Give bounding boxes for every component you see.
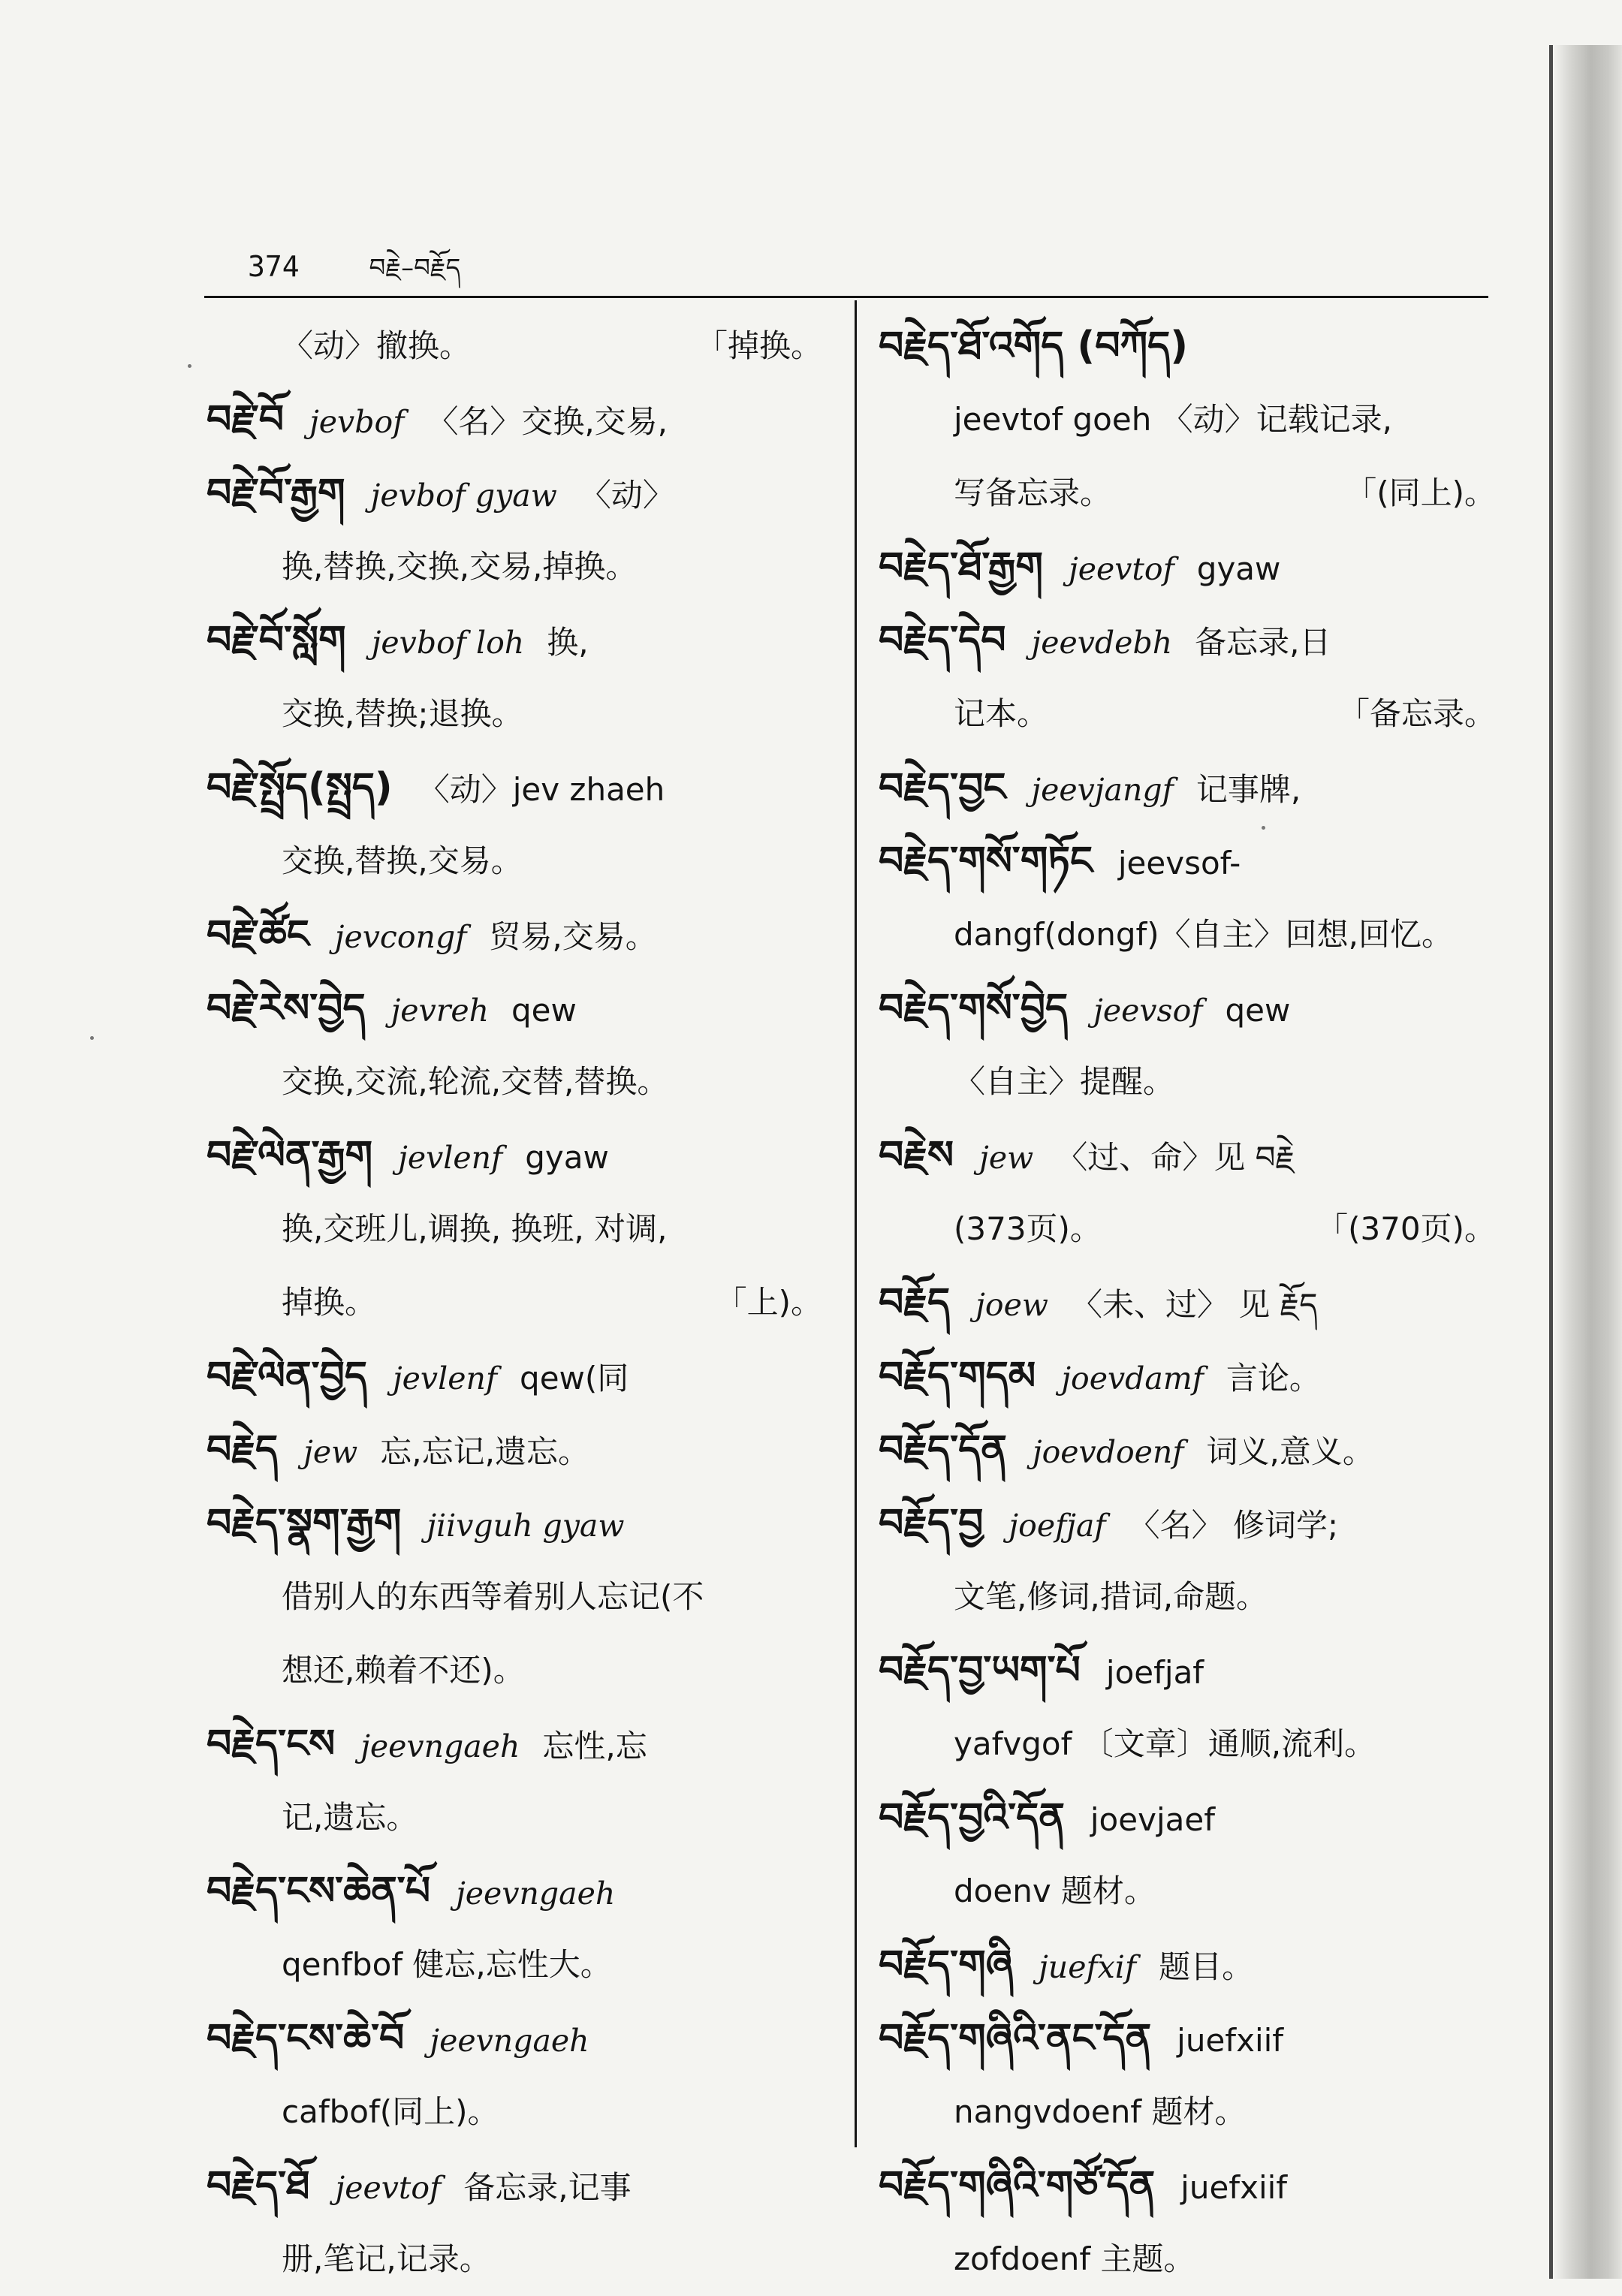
definition: qew(同 (520, 1360, 629, 1397)
romanization: jeevsof (1093, 993, 1203, 1029)
headword: བརྗོད་བྱ་ཡག་པོ (879, 1648, 1081, 1693)
continuation-note: 「备忘录。 (1337, 695, 1496, 732)
definition: joefjaf (1105, 1654, 1204, 1691)
headword: བརྗེ་བོ་སློག (207, 618, 346, 663)
page-number: 374 (248, 250, 300, 283)
definition: 言论。 (1226, 1360, 1321, 1397)
headword: བརྗེས (879, 1133, 954, 1178)
romanization: jeevjangf (1031, 772, 1174, 808)
definition: yafvgof 〔文章〕通顺,流利。 (954, 1725, 1376, 1762)
definition: gyaw (1196, 550, 1281, 587)
headword: བརྗེད་ངས (207, 1722, 336, 1767)
headword: བརྗོད་གཞི (879, 1942, 1014, 1987)
entry-line (207, 1266, 822, 1339)
definition: 词义,意义。 (1206, 1433, 1374, 1470)
definition: dangf(dongf)〈自主〉回想,回忆。 (954, 916, 1454, 953)
romanization: jevcongf (334, 919, 467, 955)
entry-line (879, 1487, 1496, 1560)
headword: བརྗེད་དེབ (879, 618, 1006, 663)
definition: 〈名〉交换,交易, (427, 403, 668, 440)
entry-line (207, 751, 822, 824)
entry-line (879, 1192, 1496, 1266)
entry-line (879, 2075, 1496, 2149)
entry-line (879, 1339, 1496, 1413)
romanization: jeevdebh (1031, 625, 1173, 661)
definition: 忘,忘记,遗忘。 (380, 1433, 589, 1470)
romanization: jew (979, 1140, 1034, 1176)
entry-line (879, 309, 1496, 383)
right-column (879, 309, 1496, 2296)
entry-line (207, 1339, 822, 1413)
headword: བརྗེད་ཐོ (207, 2163, 310, 2208)
entry-line (879, 456, 1496, 530)
headword: བརྗེ་སྤྲོད(སྤྲད) (207, 765, 393, 810)
headword: བརྗོད་གདམ (879, 1354, 1036, 1399)
entry-line (879, 1045, 1496, 1119)
headword: བརྗོད་བྱ (879, 1501, 984, 1546)
romanization: jeevngaeh (430, 2023, 589, 2059)
continuation-note: 「上)。 (715, 1284, 822, 1321)
entry-line (879, 751, 1496, 824)
entry-line (879, 1413, 1496, 1487)
headword: བརྗོད་དོན (879, 1427, 1007, 1472)
entry-line (879, 1855, 1496, 1928)
definition: 〈动〉撤换。 (282, 327, 472, 364)
entry-line (879, 383, 1496, 456)
definition: 记,遗忘。 (282, 1799, 418, 1836)
entry-line (879, 1560, 1496, 1634)
definition: qew (1225, 992, 1291, 1029)
entry-line (879, 2222, 1496, 2296)
definition: 〈过、命〉见 བརྗེ (1056, 1139, 1295, 1176)
entry-line (207, 2002, 822, 2075)
definition: 交换,交流,轮流,交替,替换。 (282, 1063, 669, 1100)
definition: 备忘录,记事 (463, 2169, 632, 2206)
romanization: juefxif (1039, 1949, 1137, 1985)
page-header (248, 239, 460, 311)
entry-line (207, 383, 822, 456)
entry-line (207, 530, 822, 604)
definition: 备忘录,日 (1195, 624, 1331, 661)
entry-line (207, 1928, 822, 2002)
romanization: jevbof (309, 404, 405, 440)
romanization: jevbof loh (371, 625, 525, 661)
entry-line (207, 1855, 822, 1928)
definition: 〈未、过〉 见 རྗོད (1070, 1286, 1318, 1323)
continuation-note: 「掉换。 (695, 327, 822, 364)
romanization: joew (975, 1287, 1048, 1323)
headword: བརྗོད (879, 1280, 951, 1325)
definition: 贸易,交易。 (489, 918, 657, 955)
definition: 换,交班儿,调换, 换班, 对调, (282, 1210, 668, 1247)
definition: juefxiif (1180, 2169, 1288, 2206)
entry-line (879, 898, 1496, 972)
headword: བརྗེད (207, 1427, 279, 1472)
print-speck (90, 1036, 94, 1040)
definition: qenfbof 健忘,忘性大。 (282, 1946, 612, 1983)
definition: 掉换。 (282, 1284, 377, 1321)
definition: jeevtof goeh 〈动〉记载记录, (954, 401, 1393, 438)
entry-line (207, 1781, 822, 1855)
entry-line (879, 1707, 1496, 1781)
entry-line (207, 2075, 822, 2149)
definition: 题目。 (1159, 1948, 1254, 1985)
entry-line (879, 824, 1496, 898)
entry-line (207, 604, 822, 677)
left-column (207, 309, 822, 2296)
romanization: jeevtof (335, 2170, 442, 2206)
headword: བརྗེད་བྱང (879, 765, 1006, 810)
print-speck (1262, 826, 1265, 830)
definition: 换, (547, 624, 589, 661)
entry-line (207, 1634, 822, 1707)
definition: 忘性,忘 (542, 1728, 647, 1764)
romanization: joefjaf (1008, 1508, 1106, 1544)
entry-line (879, 2002, 1496, 2075)
entry-line (207, 456, 822, 530)
headword: བརྗེ་བོ་རྒྱག (207, 471, 345, 516)
romanization: jevlenf (398, 1140, 503, 1176)
entry-line (207, 309, 822, 383)
definition: 〈自主〉提醒。 (954, 1063, 1175, 1100)
definition: qew (511, 992, 577, 1029)
headword: བརྗེད་ཐོ་འགོད (བཀོད) (879, 324, 1189, 369)
headword: བརྗེ་རེས་བྱེད (207, 986, 366, 1031)
definition: juefxiif (1177, 2022, 1284, 2059)
definition: 想还,赖着不还)。 (282, 1652, 525, 1689)
headword: བརྗེད་ངས་ཆེན་པོ (207, 1869, 431, 1914)
romanization: jevlenf (392, 1360, 498, 1397)
entry-line (207, 824, 822, 898)
headword: བརྗོད་གཞིའི་ནང་དོན (879, 2016, 1152, 2061)
headword: བརྗེད་ངས་ཆེ་བོ (207, 2016, 405, 2061)
definition: 写备忘录。 (954, 475, 1112, 511)
headword: བརྗོད་གཞིའི་གཙོ་དོན (879, 2163, 1156, 2208)
entry-line (207, 1192, 822, 1266)
romanization: jevreh (390, 993, 490, 1029)
headword: བརྗེ་ལེན་རྒྱག (207, 1133, 373, 1178)
definition: 〈动〉jev zhaeh (418, 771, 665, 808)
entry-line (879, 1781, 1496, 1855)
entry-line (207, 2222, 822, 2296)
entry-line (879, 677, 1496, 751)
entry-line (879, 1119, 1496, 1192)
definition: zofdoenf 主题。 (954, 2240, 1195, 2277)
romanization: jevbof gyaw (370, 478, 557, 514)
entry-line (207, 1707, 822, 1781)
headword: བརྗེད་སྣག་རྒྱག (207, 1501, 402, 1546)
romanization: jeevngaeh (360, 1728, 520, 1764)
romanization: joevdoenf (1032, 1434, 1184, 1470)
definition: (373页)。 (954, 1210, 1102, 1247)
entry-line (879, 1928, 1496, 2002)
definition: 记本。 (954, 695, 1049, 732)
entry-line (879, 530, 1496, 604)
definition: joevjaef (1090, 1801, 1215, 1838)
definition: 交换,替换,交易。 (282, 842, 523, 879)
entry-line (879, 1266, 1496, 1339)
entry-line (207, 1119, 822, 1192)
definition: 换,替换,交换,交易,掉换。 (282, 548, 638, 585)
continuation-note: 「(370页)。 (1316, 1210, 1496, 1247)
definition: 〈动〉 (579, 477, 674, 514)
entry-line (207, 1487, 822, 1560)
entry-line (207, 898, 822, 972)
column-divider (855, 300, 857, 2147)
headword: བརྗེད་གསོ་གཏོང (879, 839, 1093, 884)
entry-line (879, 972, 1496, 1045)
definition: jeevsof- (1117, 845, 1241, 881)
definition: nangvdoenf 题材。 (954, 2093, 1247, 2130)
definition: 借别人的东西等着别人忘记(不 (282, 1578, 704, 1615)
entry-line (207, 1560, 822, 1634)
definition: cafbof(同上)。 (282, 2093, 499, 2130)
definition: 记事牌, (1195, 771, 1301, 808)
entry-line (879, 1634, 1496, 1707)
headword: བརྗེད་ཐོ་རྒྱག (879, 544, 1044, 589)
headword: བརྗེད་གསོ་བྱེད (879, 986, 1069, 1031)
romanization: jiivguh gyaw (427, 1508, 625, 1544)
definition: 交换,替换;退换。 (282, 695, 523, 732)
entry-line (207, 1045, 822, 1119)
definition: 文笔,修词,措词,命题。 (954, 1578, 1268, 1615)
headword: བརྗེ་བོ (207, 397, 285, 442)
entry-line (879, 604, 1496, 677)
headword: བརྗེ་ཚོང (207, 912, 309, 957)
romanization: jew (303, 1434, 358, 1470)
entry-line (207, 677, 822, 751)
running-head: བརྗེ–བརྗོད (369, 253, 461, 283)
entry-line (879, 2149, 1496, 2222)
definition: gyaw (525, 1139, 609, 1176)
romanization: joevdamf (1061, 1360, 1204, 1397)
romanization: jeevtof (1069, 551, 1174, 587)
definition: doenv 题材。 (954, 1873, 1156, 1909)
headword: བརྗོད་བྱའི་དོན (879, 1795, 1065, 1840)
page-gutter-shadow (1553, 45, 1622, 2279)
definition: 册,笔记,记录。 (282, 2240, 491, 2277)
entry-line (207, 1413, 822, 1487)
print-speck (188, 364, 191, 368)
entry-line (207, 2149, 822, 2222)
definition: 〈名〉 修词学; (1128, 1507, 1339, 1544)
romanization: jeevngaeh (456, 1876, 616, 1912)
entry-line (207, 972, 822, 1045)
headword: བརྗེ་ལེན་བྱེད (207, 1354, 367, 1399)
header-rule (204, 296, 1488, 298)
continuation-note: 「(同上)。 (1345, 475, 1496, 511)
